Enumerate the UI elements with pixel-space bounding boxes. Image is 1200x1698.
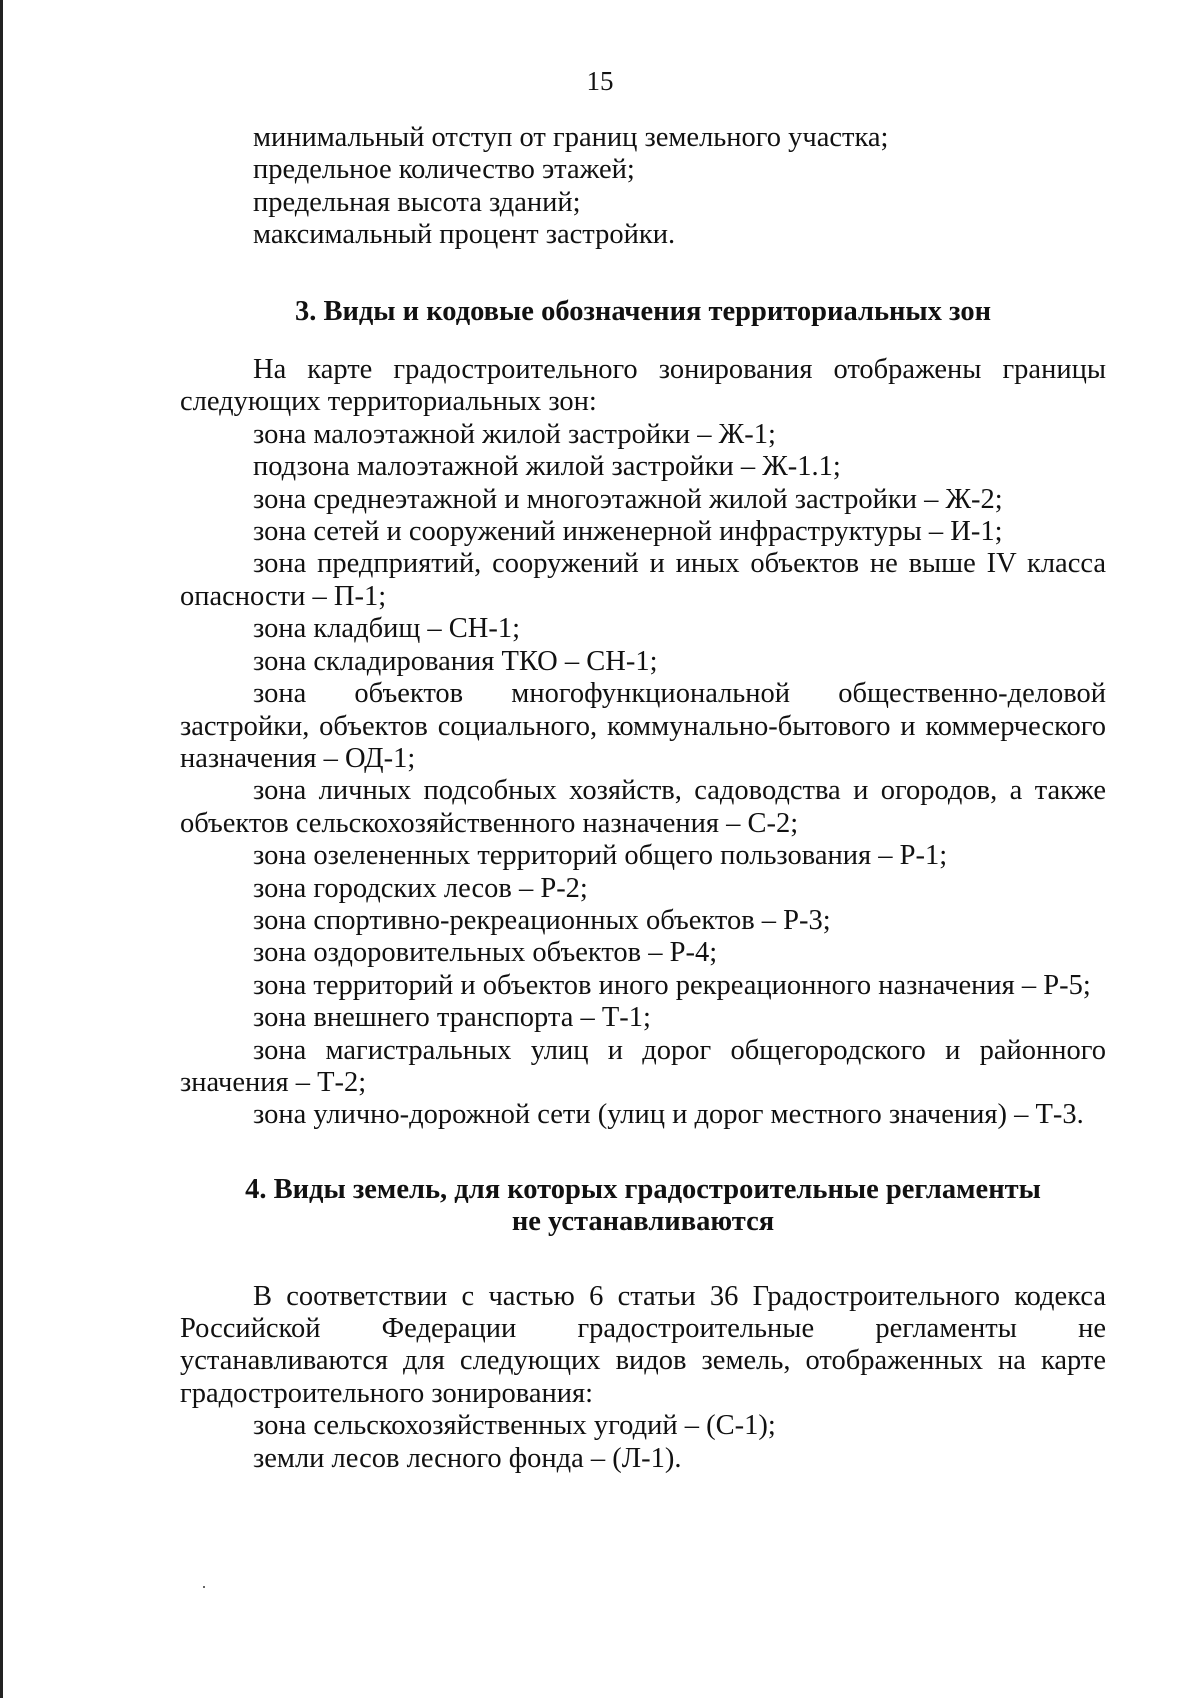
- paragraph-line: Российской Федерации градостроительные регламенты не: [180, 1313, 1106, 1344]
- list-item: предельная высота зданий;: [253, 186, 581, 218]
- zone-item-continuation: назначения – ОД-1;: [180, 742, 416, 774]
- zone-item: подзона малоэтажной жилой застройки – Ж-1.1;: [253, 451, 841, 483]
- zone-item-continuation: объектов сельскохозяйственного назначения – С-2;: [180, 807, 799, 839]
- zone-item: зона предприятий, сооружений и иных объектов не выше IV класса: [253, 548, 1106, 580]
- scan-edge: [0, 0, 3, 1698]
- document-body: [180, 122, 1106, 1475]
- paragraph-line: устанавливаются для следующих видов земель, отображенных на карте: [180, 1345, 1106, 1377]
- zone-item: зона складирования ТКО – СН-1;: [253, 645, 658, 677]
- paragraph-line: градостроительного зонирования:: [180, 1377, 594, 1409]
- section-4-heading: 4. Виды земель, для которых градостроительные регламенты: [245, 1173, 1041, 1205]
- zone-item: зона городских лесов – Р-2;: [253, 872, 588, 904]
- paragraph-line: На карте градостроительного зонирования отображены границы: [253, 354, 1106, 386]
- list-item: максимальный процент застройки.: [253, 219, 676, 251]
- list-item: минимальный отступ от границ земельного участка;: [253, 122, 889, 153]
- section-4-heading-line2: не устанавливаются: [511, 1206, 775, 1238]
- zone-item: зона малоэтажной жилой застройки – Ж-1;: [253, 418, 776, 450]
- paragraph-line: В соответствии с частью 6 статьи 36 Градостроительного кодекса: [253, 1280, 1106, 1312]
- page-number: 15: [586, 66, 614, 96]
- zone-item: зона озелененных территорий общего пользования – Р-1;: [253, 840, 948, 872]
- scan-speck: [203, 1586, 205, 1588]
- zone-item: зона сетей и сооружений инженерной инфраструктуры – И-1;: [253, 516, 1003, 548]
- section-3-heading: 3. Виды и кодовые обозначения территориальных зон: [294, 295, 992, 327]
- zone-item: зона территорий и объектов иного рекреационного назначения – Р-5;: [253, 969, 1091, 1001]
- zone-item: зона спортивно-рекреационных объектов – Р-3;: [253, 904, 831, 936]
- zone-item-continuation: опасности – П-1;: [180, 580, 387, 612]
- zone-item: зона улично-дорожной сети (улиц и дорог местного значения) – Т-3.: [253, 1099, 1084, 1131]
- zone-item: зона среднеэтажной и многоэтажной жилой застройки – Ж-2;: [253, 483, 1003, 515]
- zone-item: зона оздоровительных объектов – Р-4;: [253, 937, 718, 969]
- zone-item: зона личных подсобных хозяйств, садоводства и огородов, а также: [253, 775, 1106, 807]
- land-item: земли лесов лесного фонда – (Л-1).: [253, 1442, 682, 1474]
- paragraph-line: следующих территориальных зон:: [180, 386, 597, 418]
- zone-item: зона магистральных улиц и дорог общегородского и районного: [253, 1034, 1106, 1066]
- list-item: предельное количество этажей;: [253, 154, 635, 186]
- zone-item-continuation: застройки, объектов социального, коммунально-бытового и коммерческого: [180, 710, 1106, 742]
- zone-item-continuation: значения – Т-2;: [180, 1066, 367, 1098]
- zone-item: зона объектов многофункциональной общественно-деловой: [253, 678, 1106, 710]
- zone-item: зона кладбищ – СН-1;: [253, 613, 521, 645]
- land-item: зона сельскохозяйственных угодий – (С-1);: [253, 1410, 776, 1442]
- zone-item: зона внешнего транспорта – Т-1;: [253, 1002, 651, 1034]
